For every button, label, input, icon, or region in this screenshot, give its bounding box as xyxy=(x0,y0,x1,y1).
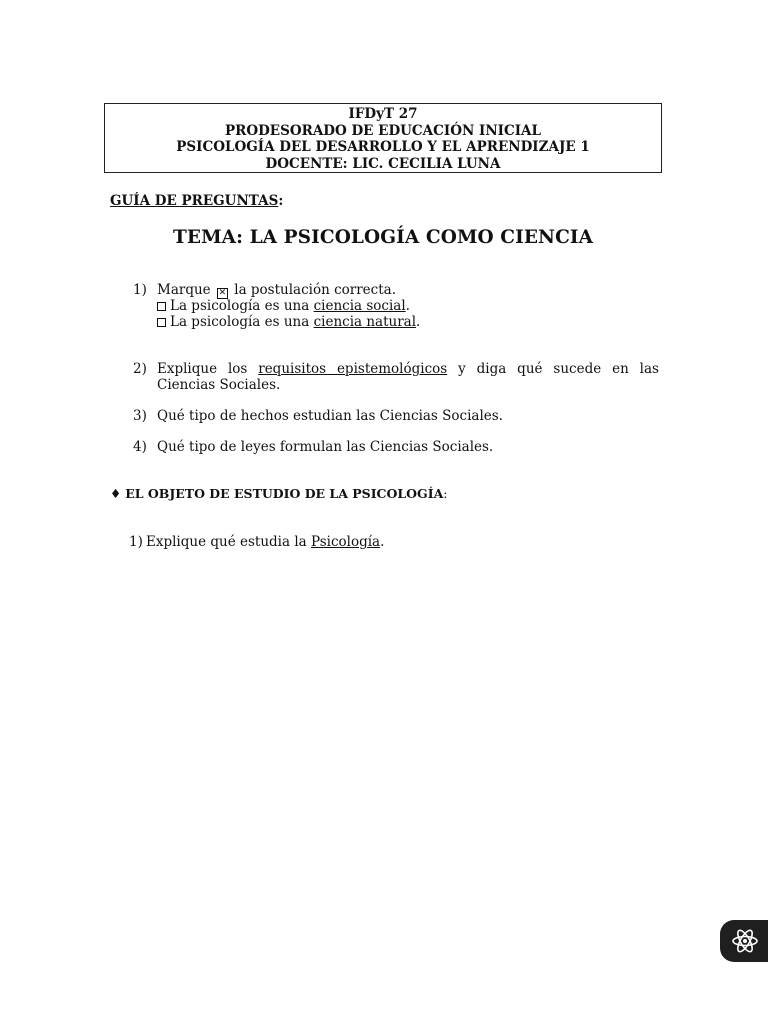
question-2 xyxy=(133,361,673,395)
diamond-bullet-icon: ♦ xyxy=(110,486,122,501)
question-suffix: . xyxy=(380,534,385,550)
assistant-badge-button[interactable] xyxy=(720,920,768,962)
option-prefix: La psicología es una xyxy=(170,298,314,314)
question-3 xyxy=(133,408,673,426)
header-institution: IFDyT 27 xyxy=(348,106,418,122)
question-number: 1) xyxy=(133,282,147,298)
question-text xyxy=(146,534,384,550)
word: Explique xyxy=(157,361,218,377)
section-heading xyxy=(110,486,448,501)
section-colon: : xyxy=(443,486,448,501)
option-underlined: ciencia social xyxy=(313,298,406,314)
atom-icon xyxy=(730,926,760,956)
word: y xyxy=(458,361,466,377)
question-number: 1) xyxy=(129,534,143,550)
guide-title xyxy=(110,193,283,209)
question-text-line-1 xyxy=(157,361,659,377)
guide-title-colon: : xyxy=(278,193,284,209)
option-social-science[interactable] xyxy=(157,298,410,314)
header-teacher: DOCENTE: LIC. CECILIA LUNA xyxy=(265,155,501,172)
option-underlined: ciencia natural xyxy=(313,314,417,330)
question-text xyxy=(157,282,396,299)
option-suffix: . xyxy=(405,298,410,314)
option-suffix: . xyxy=(416,314,421,330)
checkbox-icon xyxy=(157,318,166,327)
guide-title-text: GUÍA DE PREGUNTAS xyxy=(110,193,279,209)
word: diga xyxy=(476,361,507,377)
word: sucede xyxy=(553,361,602,377)
checked-box-icon: ✕ xyxy=(218,288,227,298)
question-number: 4) xyxy=(133,439,147,455)
question-text: Qué tipo de leyes formulan las Ciencias Sociales. xyxy=(157,439,494,455)
word: las xyxy=(639,361,659,377)
question-text-after: la postulación correcta. xyxy=(234,282,396,298)
question-text-line-2: Ciencias Sociales. xyxy=(157,377,281,393)
question-1 xyxy=(133,282,673,334)
question-number: 3) xyxy=(133,408,147,424)
word: qué xyxy=(517,361,543,377)
section-question-1 xyxy=(129,534,669,552)
underlined-term: requisitos epistemológicos xyxy=(258,361,448,377)
section-title: EL OBJETO DE ESTUDIO DE LA PSICOLOGÍA xyxy=(125,486,444,501)
word: en xyxy=(612,361,629,377)
header-subject: PSICOLOGÍA DEL DESARROLLO Y EL APRENDIZAJE 1 xyxy=(176,139,590,155)
question-number: 2) xyxy=(133,361,147,377)
question-text: Qué tipo de hechos estudian las Ciencias Sociales. xyxy=(157,408,503,424)
option-natural-science[interactable] xyxy=(157,314,420,330)
header-program: PRODESORADO DE EDUCACIÓN INICIAL xyxy=(224,122,542,139)
word: los xyxy=(227,361,248,377)
page-title: TEMA: LA PSICOLOGÍA COMO CIENCIA xyxy=(173,227,594,248)
option-prefix: La psicología es una xyxy=(170,314,314,330)
header-box xyxy=(104,103,662,173)
checkbox-icon xyxy=(157,302,166,311)
question-prefix: Explique qué estudia la xyxy=(146,534,311,550)
underlined-term: Psicología xyxy=(310,534,381,550)
question-text-before: Marque xyxy=(157,282,211,298)
question-4 xyxy=(133,439,673,457)
